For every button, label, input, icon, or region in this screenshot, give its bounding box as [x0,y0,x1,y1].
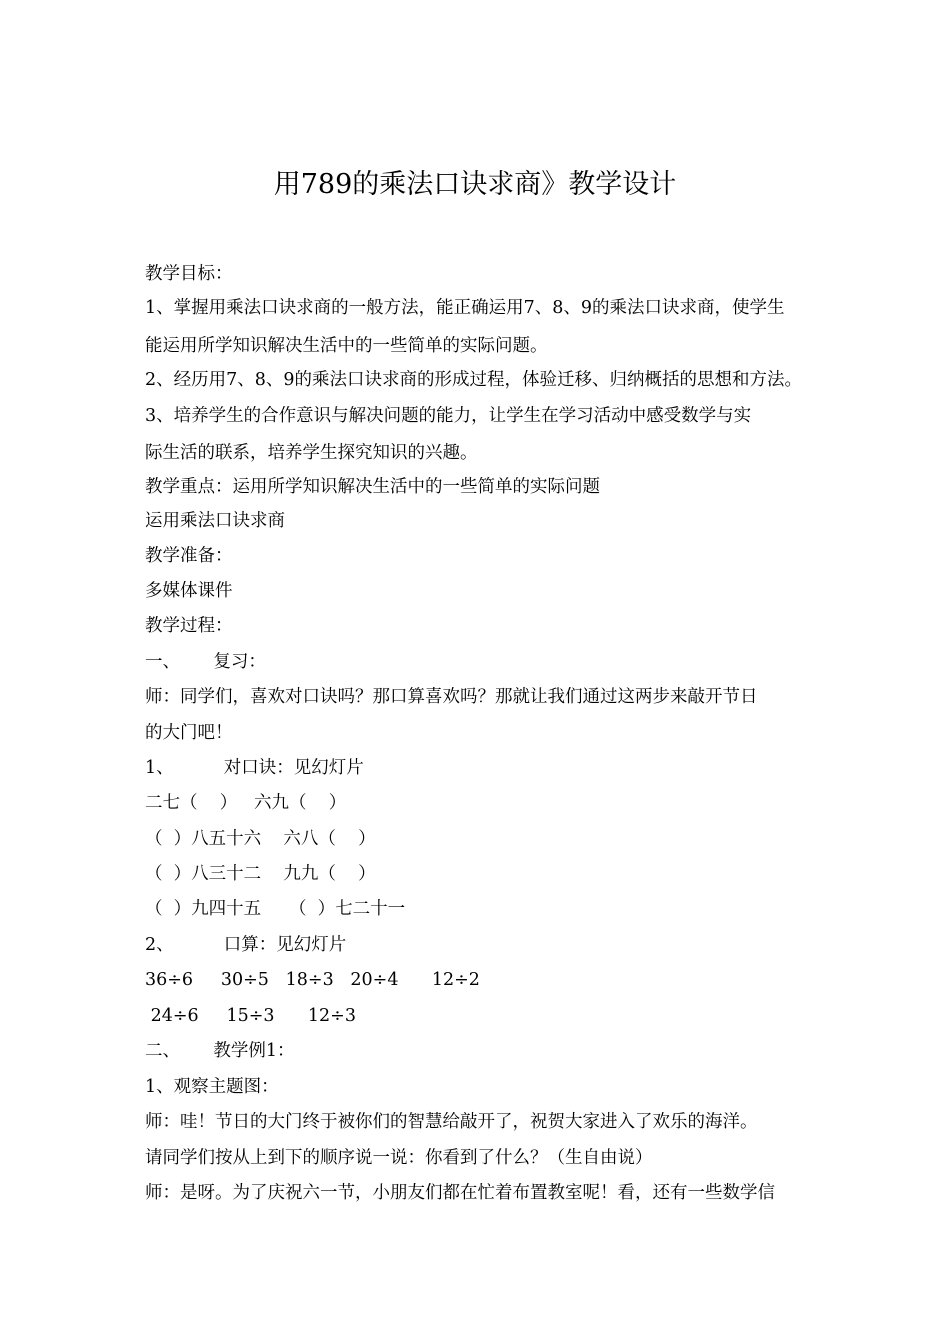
heading-objectives: 教学目标： [145,264,233,284]
heading-process: 教学过程： [145,616,233,636]
exercise-line: （ ）八五十六 六八（ ） [145,829,376,849]
exercise-line: （ ）九四十五 （ ）七二十一 [145,899,406,919]
paragraph-line: 能运用所学知识解决生活中的一些简单的实际问题。 [145,336,548,356]
heading-key-points: 教学重点：运用所学知识解决生活中的一些简单的实际问题 [145,477,600,497]
paragraph-line: 多媒体课件 [145,581,233,601]
exercise-line: 二七（ ） 六九（ ） [145,793,347,813]
paragraph-line: 3、培养学生的合作意识与解决问题的能力，让学生在学习活动中感受数学与实 [145,406,752,426]
list-item: 1、 对口诀：见幻灯片 [145,758,364,778]
section-heading: 二、 教学例1： [145,1041,295,1061]
paragraph-line: 2、经历用7、8、9的乘法口诀求商的形成过程，体验迁移、归纳概括的思想和方法。 [145,370,803,390]
page-title: 用789的乘法口诀求商》教学设计 [273,169,677,200]
paragraph-line: 请同学们按从上到下的顺序说一说：你看到了什么？（生自由说） [145,1148,653,1168]
list-item: 2、 口算：见幻灯片 [145,935,347,955]
exercise-line: （ ）八三十二 九九（ ） [145,864,376,884]
list-item: 1、观察主题图： [145,1077,279,1097]
paragraph-line: 的大门吧！ [145,723,233,743]
section-heading: 一、 复习： [145,652,266,672]
paragraph-line: 师：是呀。为了庆祝六一节，小朋友们都在忙着布置教室呢！看，还有一些数学信 [145,1183,775,1203]
exercise-line: 24÷6 15÷3 12÷3 [145,1006,356,1026]
paragraph-line: 际生活的联系，培养学生探究知识的兴趣。 [145,443,478,463]
paragraph-line: 师：同学们，喜欢对口诀吗？那口算喜欢吗？那就让我们通过这两步来敲开节日 [145,687,758,707]
paragraph-line: 师：哇！节日的大门终于被你们的智慧给敲开了，祝贺大家进入了欢乐的海洋。 [145,1112,758,1132]
exercise-line: 36÷6 30÷5 18÷3 20÷4 12÷2 [145,970,480,990]
paragraph-line: 1、掌握用乘法口诀求商的一般方法，能正确运用7、8、9的乘法口诀求商，使学生 [145,298,785,318]
heading-preparation: 教学准备： [145,546,233,566]
paragraph-line: 运用乘法口诀求商 [145,511,285,531]
